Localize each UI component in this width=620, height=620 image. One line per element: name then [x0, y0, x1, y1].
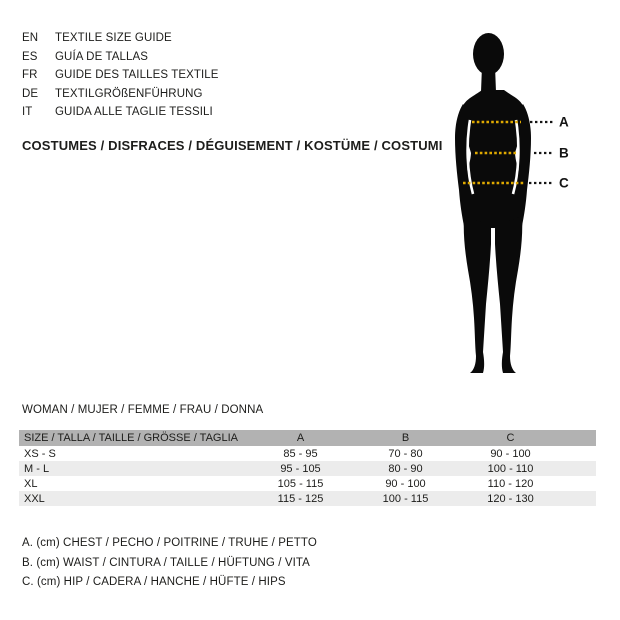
header-col-b: B: [401, 432, 410, 444]
cell-b: 70 - 80: [388, 447, 423, 460]
woman-silhouette: [455, 33, 531, 373]
cell-b: 80 - 90: [388, 462, 423, 475]
cell-c: 90 - 100: [490, 447, 531, 460]
language-text: GUIDE DES TAILLES TEXTILE: [55, 69, 219, 82]
measurement-legend: [22, 534, 317, 593]
cell-size: XXL: [24, 492, 45, 505]
size-table: [19, 430, 596, 506]
language-text: TEXTILE SIZE GUIDE: [55, 32, 172, 44]
cell-size: XL: [24, 477, 38, 490]
cell-c: 110 - 120: [487, 477, 534, 490]
table-row: [19, 461, 596, 476]
header-size-label: SIZE / TALLA / TAILLE / GRÖSSE / TAGLIA: [24, 432, 238, 444]
language-text: GUÍA DE TALLAS: [55, 50, 149, 63]
cell-b: 90 - 100: [385, 477, 426, 490]
language-list: [22, 29, 219, 122]
language-code: DE: [22, 87, 39, 100]
header-col-c: C: [506, 432, 515, 444]
language-code: EN: [22, 32, 39, 44]
language-row-it: [22, 103, 219, 122]
legend-line-waist: B. (cm) WAIST / CINTURA / TAILLE / HÜFTUNG / VITA: [22, 556, 310, 569]
cell-b: 100 - 115: [382, 492, 429, 505]
table-row: [19, 476, 596, 491]
language-row-en: [22, 29, 219, 48]
cell-size: XS - S: [24, 447, 56, 460]
size-table-header: [19, 430, 596, 446]
cell-a: 85 - 95: [283, 447, 318, 460]
category-title: COSTUMES / DISFRACES / DÉGUISEMENT / KOSTÜME / COSTUMI: [22, 138, 443, 153]
woman-measurement-diagram: [420, 20, 620, 420]
cell-size: M - L: [24, 462, 50, 475]
language-text: TEXTILGRÖßENFÜHRUNG: [55, 87, 203, 100]
language-text: GUIDA ALLE TAGLIE TESSILI: [55, 106, 213, 119]
language-code: FR: [22, 69, 38, 82]
cell-c: 100 - 110: [487, 462, 534, 475]
cell-c: 120 - 130: [487, 492, 534, 505]
language-row-fr: [22, 66, 219, 85]
cell-a: 95 - 105: [280, 462, 321, 475]
language-code: ES: [22, 50, 38, 63]
measure-label-b: B: [559, 145, 569, 161]
table-row: [19, 491, 596, 506]
header-col-a: A: [296, 432, 305, 444]
cell-a: 115 - 125: [277, 492, 324, 505]
language-row-de: [22, 85, 219, 104]
section-title-woman: WOMAN / MUJER / FEMME / FRAU / DONNA: [22, 404, 264, 416]
cell-a: 105 - 115: [277, 477, 324, 490]
legend-line-chest: A. (cm) CHEST / PECHO / POITRINE / TRUHE / PETTO: [22, 537, 317, 549]
table-row: [19, 446, 596, 461]
language-code: IT: [22, 106, 33, 119]
measure-label-a: A: [559, 114, 569, 130]
measure-label-c: C: [559, 175, 569, 191]
language-row-es: [22, 48, 219, 67]
legend-line-hip: C. (cm) HIP / CADERA / HANCHE / HÜFTE / HIPS: [22, 576, 286, 588]
